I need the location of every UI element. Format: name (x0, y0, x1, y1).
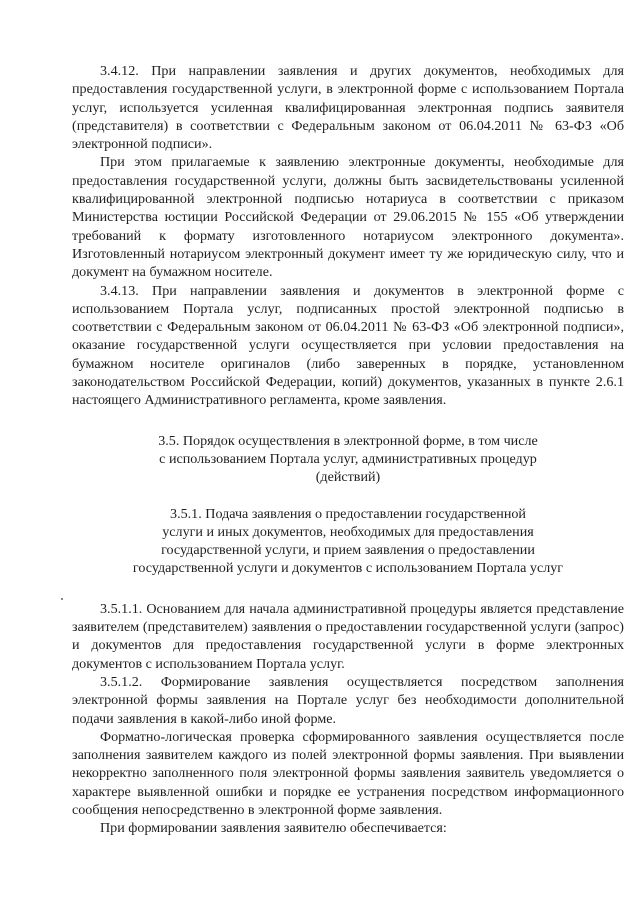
section-heading-3-5-1 (72, 505, 624, 578)
paragraph-3-5-1-2: 3.5.1.2. Формирование заявления осуществляется посредством заполнения электронной формы заявления на Портале услуг без необходимости дополнительной подачи заявления в какой-либо иной форме. (72, 673, 624, 727)
heading-line: государственной услуги, и прием заявления о предоставлении (161, 542, 535, 559)
scan-speck (61, 598, 63, 600)
heading-line: 3.5. Порядок осуществления в электронной форме, в том числе (158, 432, 538, 449)
paragraph-3-4-12: 3.4.12. При направлении заявления и других документов, необходимых для предоставления государственной услуги, в электронной форме с использованием Портала услуг, используется усиленная квалифицированная электронная подпись заявителя (представителя) в соответствии с Федеральным законом от 06.04.2011 № 63-ФЗ «Об электронной подписи». (72, 63, 624, 153)
paragraph-3-4-13: 3.4.13. При направлении заявления и документов в электронной форме с использованием Портала услуг, подписанных простой электронной подписью в соответствии с Федеральным законом от 06.04.2011 № 63-ФЗ «Об электронной подписи», оказание государственной услуги осуществляется при условии предоставления на бумажном носителе оригиналов (либо заверенных в порядке, установленном законодательством Российской Федерации, копий) документов, указанных в пункте 2.6.1 настоящего Административного регламента, кроме заявления. (72, 282, 624, 409)
paragraph-when-forming: При формировании заявления заявителю обеспечивается: (100, 820, 447, 837)
document-body (72, 62, 624, 838)
paragraph-format-logic-check: Форматно-логическая проверка сформированного заявления осуществляется после заполнения заявителем каждого из полей электронной формы заявления. При выявлении некорректно заполненного поля электронной формы заявления заявитель уведомляется о характере выявленной ошибки и порядке ее устранения посредством информационного сообщения непосредственно в электронной форме заявления. (72, 728, 624, 818)
heading-line: с использованием Портала услуг, административных процедур (159, 450, 537, 467)
paragraph-notary-signature: При этом прилагаемые к заявлению электронные документы, необходимые для предоставления государственной услуги, должны быть засвидетельствованы усиленной квалифицированной электронной подписью нотариуса в соответствии с приказом Министерства юстиции Российской Федерации от 29.06.2015 № 155 «Об утверждении требований к формату изготовленного нотариусом электронного документа». Изготовленный нотариусом электронный документ имеет ту же юридическую силу, что и документ на бумажном носителе. (72, 154, 624, 281)
heading-line: государственной услуги и документов с использованием Портала услуг (132, 560, 564, 577)
paragraph-3-5-1-1: 3.5.1.1. Основанием для начала административной процедуры является представление заявителем (представителем) заявления о предоставлении государственной услуги (запрос) и документов для предоставления государственной услуги в форме электронных документов с использованием Портала услуг. (72, 600, 624, 672)
section-heading-3-5 (72, 432, 624, 487)
heading-line: (действий) (315, 469, 381, 486)
heading-line: услуги и иных документов, необходимых для предоставления (162, 523, 534, 540)
heading-line: 3.5.1. Подача заявления о предоставлении государственной (170, 505, 526, 522)
